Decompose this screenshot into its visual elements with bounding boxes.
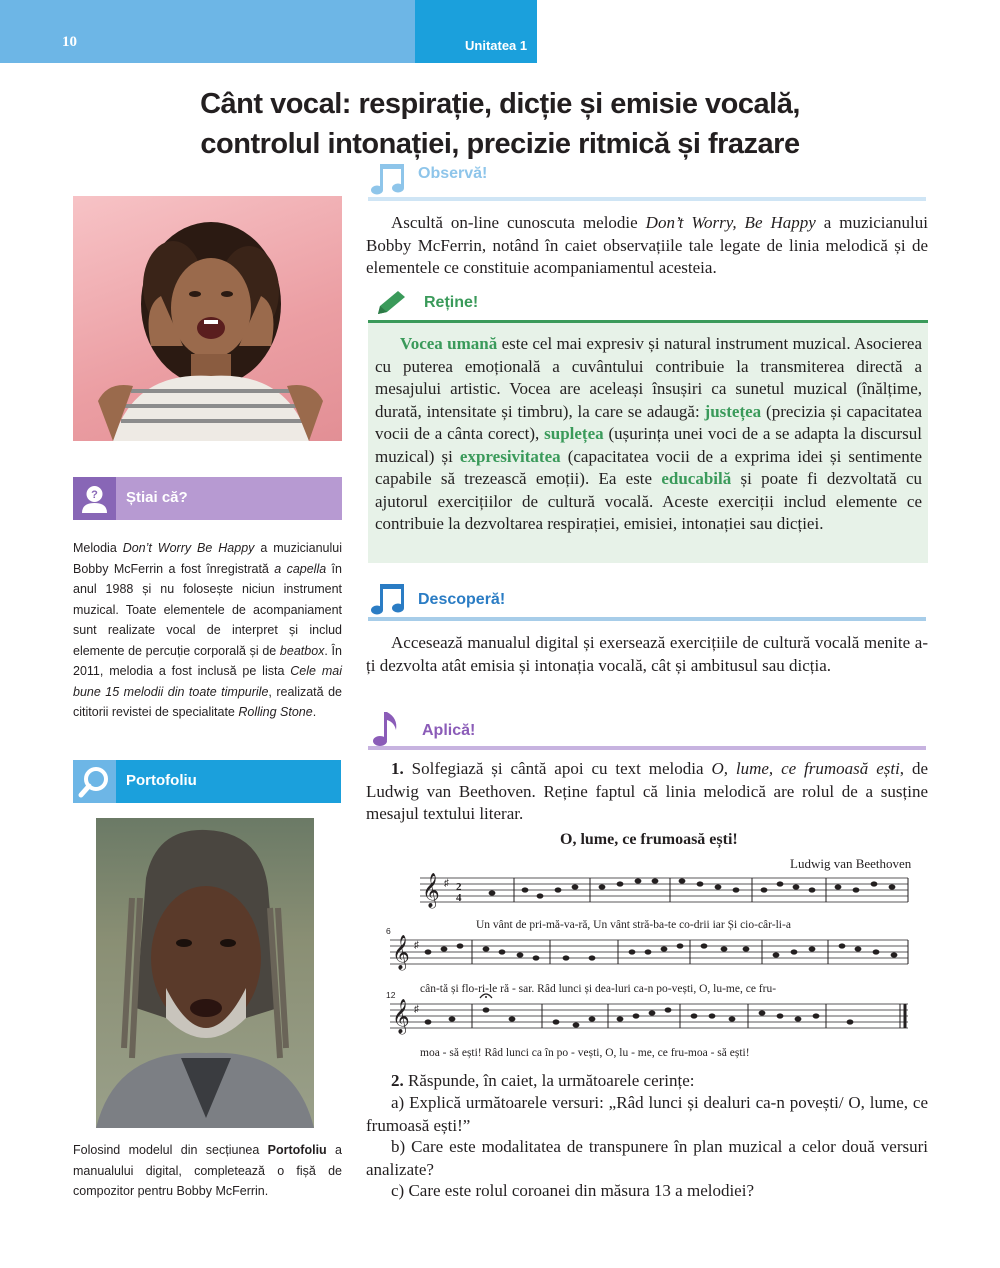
question-2a: a) Explică următoarele versuri: „Râd lunci și dealuri ca-n povești/ O, lume, ce frumoasă ești!” bbox=[366, 1093, 928, 1135]
q2-number: 2. bbox=[391, 1071, 404, 1090]
descopera-rule bbox=[368, 617, 926, 621]
header-band-light bbox=[0, 0, 415, 63]
observa-p-title: Don’t Worry, Be Happy bbox=[645, 213, 816, 232]
double-note-icon bbox=[370, 580, 410, 618]
svg-text:?: ? bbox=[91, 489, 98, 501]
treble-clef-icon: 𝄞 bbox=[392, 936, 410, 969]
question-2c: c) Care este rolul coroanei din măsura 13 a melodiei? bbox=[391, 1181, 754, 1200]
stiai-s11: . bbox=[312, 705, 317, 719]
treble-clef-icon: 𝄞 bbox=[392, 1000, 410, 1033]
portofoliu-p3: a manualului digital, completează o fișă de compozitor pentru Bobby McFerrin. bbox=[73, 1143, 342, 1198]
stiai-s4: a capella bbox=[274, 561, 327, 576]
sharp-icon: ♯ bbox=[414, 1004, 419, 1015]
score-title: O, lume, ce frumoasă ești! bbox=[560, 831, 738, 848]
observa-rule bbox=[368, 197, 926, 201]
title-line-2: controlul intonației, precizie ritmică și frazare bbox=[200, 128, 800, 160]
portofoliu-icon-box bbox=[73, 760, 116, 803]
sharp-icon: ♯ bbox=[414, 940, 419, 951]
singer-woman-photo bbox=[73, 196, 342, 441]
double-note-icon bbox=[370, 160, 410, 198]
aplica-title: Aplică! bbox=[422, 722, 476, 739]
stiai-title: Știai că? bbox=[126, 489, 188, 506]
time-top: 2 bbox=[456, 881, 462, 893]
retine-t3: justețea bbox=[704, 401, 762, 421]
score-composer: Ludwig van Beethoven bbox=[790, 856, 912, 871]
portofoliu-text bbox=[73, 1140, 342, 1202]
observa-p-post: a muzicianului Bobby McFerrin, notând în caiet observațiile tale legate de linia melodică și de elementele ce constituie acompaniamentul acesteia. bbox=[366, 213, 928, 277]
aplica-rule bbox=[368, 746, 926, 750]
stiai-s8: Cele mai bune 15 melodii din toate timpurile bbox=[73, 664, 342, 699]
q1-pre: Solfegiază și cântă apoi cu text melodia bbox=[403, 759, 712, 778]
stiai-s1: Melodia bbox=[73, 541, 123, 555]
stiai-s9: , realizată de cititorii revistei de specialitate bbox=[73, 684, 342, 719]
q2-text: Răspunde, în caiet, la următoarele cerințe: bbox=[403, 1071, 695, 1090]
aplica-question-2 bbox=[366, 1070, 928, 1093]
sharp-icon: ♯ bbox=[444, 878, 449, 889]
notes-3 bbox=[425, 1007, 854, 1027]
staff-1 bbox=[420, 878, 908, 902]
retine-text bbox=[375, 333, 922, 536]
portofoliu-p2: Portofoliu bbox=[267, 1143, 327, 1157]
notes-1 bbox=[489, 878, 896, 898]
stiai-s5: în anul 1988 și nu folosește niciun instrument muzical. Toate elementele de acompaniament sunt realizate vocal de interpret și includ elemente de percuție corporală și de bbox=[73, 561, 342, 658]
observa-p-pre: Ascultă on-line cunoscuta melodie bbox=[391, 213, 646, 232]
page-title bbox=[130, 84, 870, 164]
q1-title: O, lume, ce frumoasă ești bbox=[711, 759, 900, 778]
q1-post: , de Ludwig van Beethoven. Reține faptul că linia melodică are rolul de a susține mesajul textului literar. bbox=[366, 759, 928, 823]
measure-number-12: 12 bbox=[386, 990, 396, 1000]
staff-3 bbox=[390, 1004, 908, 1028]
stiai-s10: Rolling Stone bbox=[238, 705, 313, 719]
pencil-icon bbox=[374, 288, 408, 318]
retine-t8: (capacitatea vocii de a exprima idei și sentimente capabile să trezească emoții). Ea este bbox=[375, 446, 922, 488]
stiai-icon-box bbox=[73, 477, 116, 520]
retine-title: Reține! bbox=[424, 294, 479, 311]
stiai-s6: beatbox bbox=[279, 643, 325, 658]
portofoliu-p1: Folosind modelul din secțiunea bbox=[73, 1143, 268, 1157]
page-number: 10 bbox=[62, 34, 77, 50]
eighth-note-icon bbox=[372, 710, 402, 748]
music-score bbox=[380, 860, 930, 1065]
treble-clef-icon: 𝄞 bbox=[422, 874, 440, 907]
stiai-s7: . În 2011, melodia a fost inclusă pe lista bbox=[73, 643, 342, 678]
bobby-mcferrin-photo bbox=[96, 818, 314, 1128]
stiai-s3: a muzicianului Bobby McFerrin a fost înregistrată bbox=[73, 541, 342, 576]
unit-label: Unitatea 1 bbox=[465, 38, 528, 53]
retine-t2: este cel mai expresiv și natural instrument muzical. Asocierea cu puterea emoțională a cuvântului contribuie la transmiterea directă a mesajului artistic. Vocea are aceleași însușiri ca sunetul muzical (înălțime, durată, intensitate și timbru), la care se adaugă: bbox=[375, 334, 922, 421]
observa-text bbox=[366, 212, 928, 280]
lyrics-line-1: Un vânt de pri-mă-va-ră, Un vânt stră-ba-te co-drii iar Și cio-câr-li-a bbox=[476, 919, 791, 931]
descopera-text: Accesează manualul digital și exersează exercițiile de cultură vocală menite a-ți dezvolta atât emisia și intonația vocală, cât și ambitusul sau dicția. bbox=[366, 633, 928, 675]
header-band-dark bbox=[415, 0, 537, 63]
lyrics-line-3: moa - să ești! Râd lunci ca în po - vești, O, lu - me, ce fru-moa - să ești! bbox=[420, 1047, 750, 1059]
retine-t10: și poate fi dezvoltată cu ajutorul exercițiilor de cultură vocală. Aceste exerciții includ elemente ce contribuie la dezvoltarea respirației, emisiei, intonației sau dicției. bbox=[375, 469, 922, 533]
fermata-dot bbox=[485, 996, 487, 998]
portofoliu-title: Portofoliu bbox=[126, 772, 197, 789]
retine-t4: (precizia și capacitatea vocii de a cânta corect), bbox=[375, 401, 922, 443]
lyrics-line-2: cân-tă și flo-ri-le ră - sar. Râd lunci și dea-luri ca-n po-vești, O, lu-me, ce fru- bbox=[420, 983, 777, 995]
observa-title: Observă! bbox=[418, 165, 488, 182]
retine-t6: (ușurința unei voci de a se adapta la discursul muzical) și bbox=[375, 424, 922, 466]
q1-number: 1. bbox=[391, 759, 404, 778]
retine-t7: expresivitatea bbox=[459, 446, 561, 466]
person-question-icon bbox=[73, 477, 116, 520]
question-2b: b) Care este modalitatea de transpunere în plan muzical a celor două versuri analizate? bbox=[366, 1137, 928, 1179]
stiai-text bbox=[73, 538, 342, 723]
measure-number-6: 6 bbox=[386, 926, 391, 936]
stiai-s2: Don’t Worry Be Happy bbox=[122, 541, 255, 555]
retine-t1: Vocea umană bbox=[400, 334, 498, 353]
time-bottom: 4 bbox=[456, 892, 462, 904]
title-line-1: Cânt vocal: respirație, dicție și emisie vocală, bbox=[200, 88, 800, 120]
retine-t5: suplețea bbox=[544, 424, 604, 443]
retine-t9: educabilă bbox=[661, 469, 732, 488]
magnifier-icon bbox=[73, 760, 116, 803]
descopera-title: Descoperă! bbox=[418, 591, 506, 608]
aplica-question-1 bbox=[366, 758, 928, 826]
